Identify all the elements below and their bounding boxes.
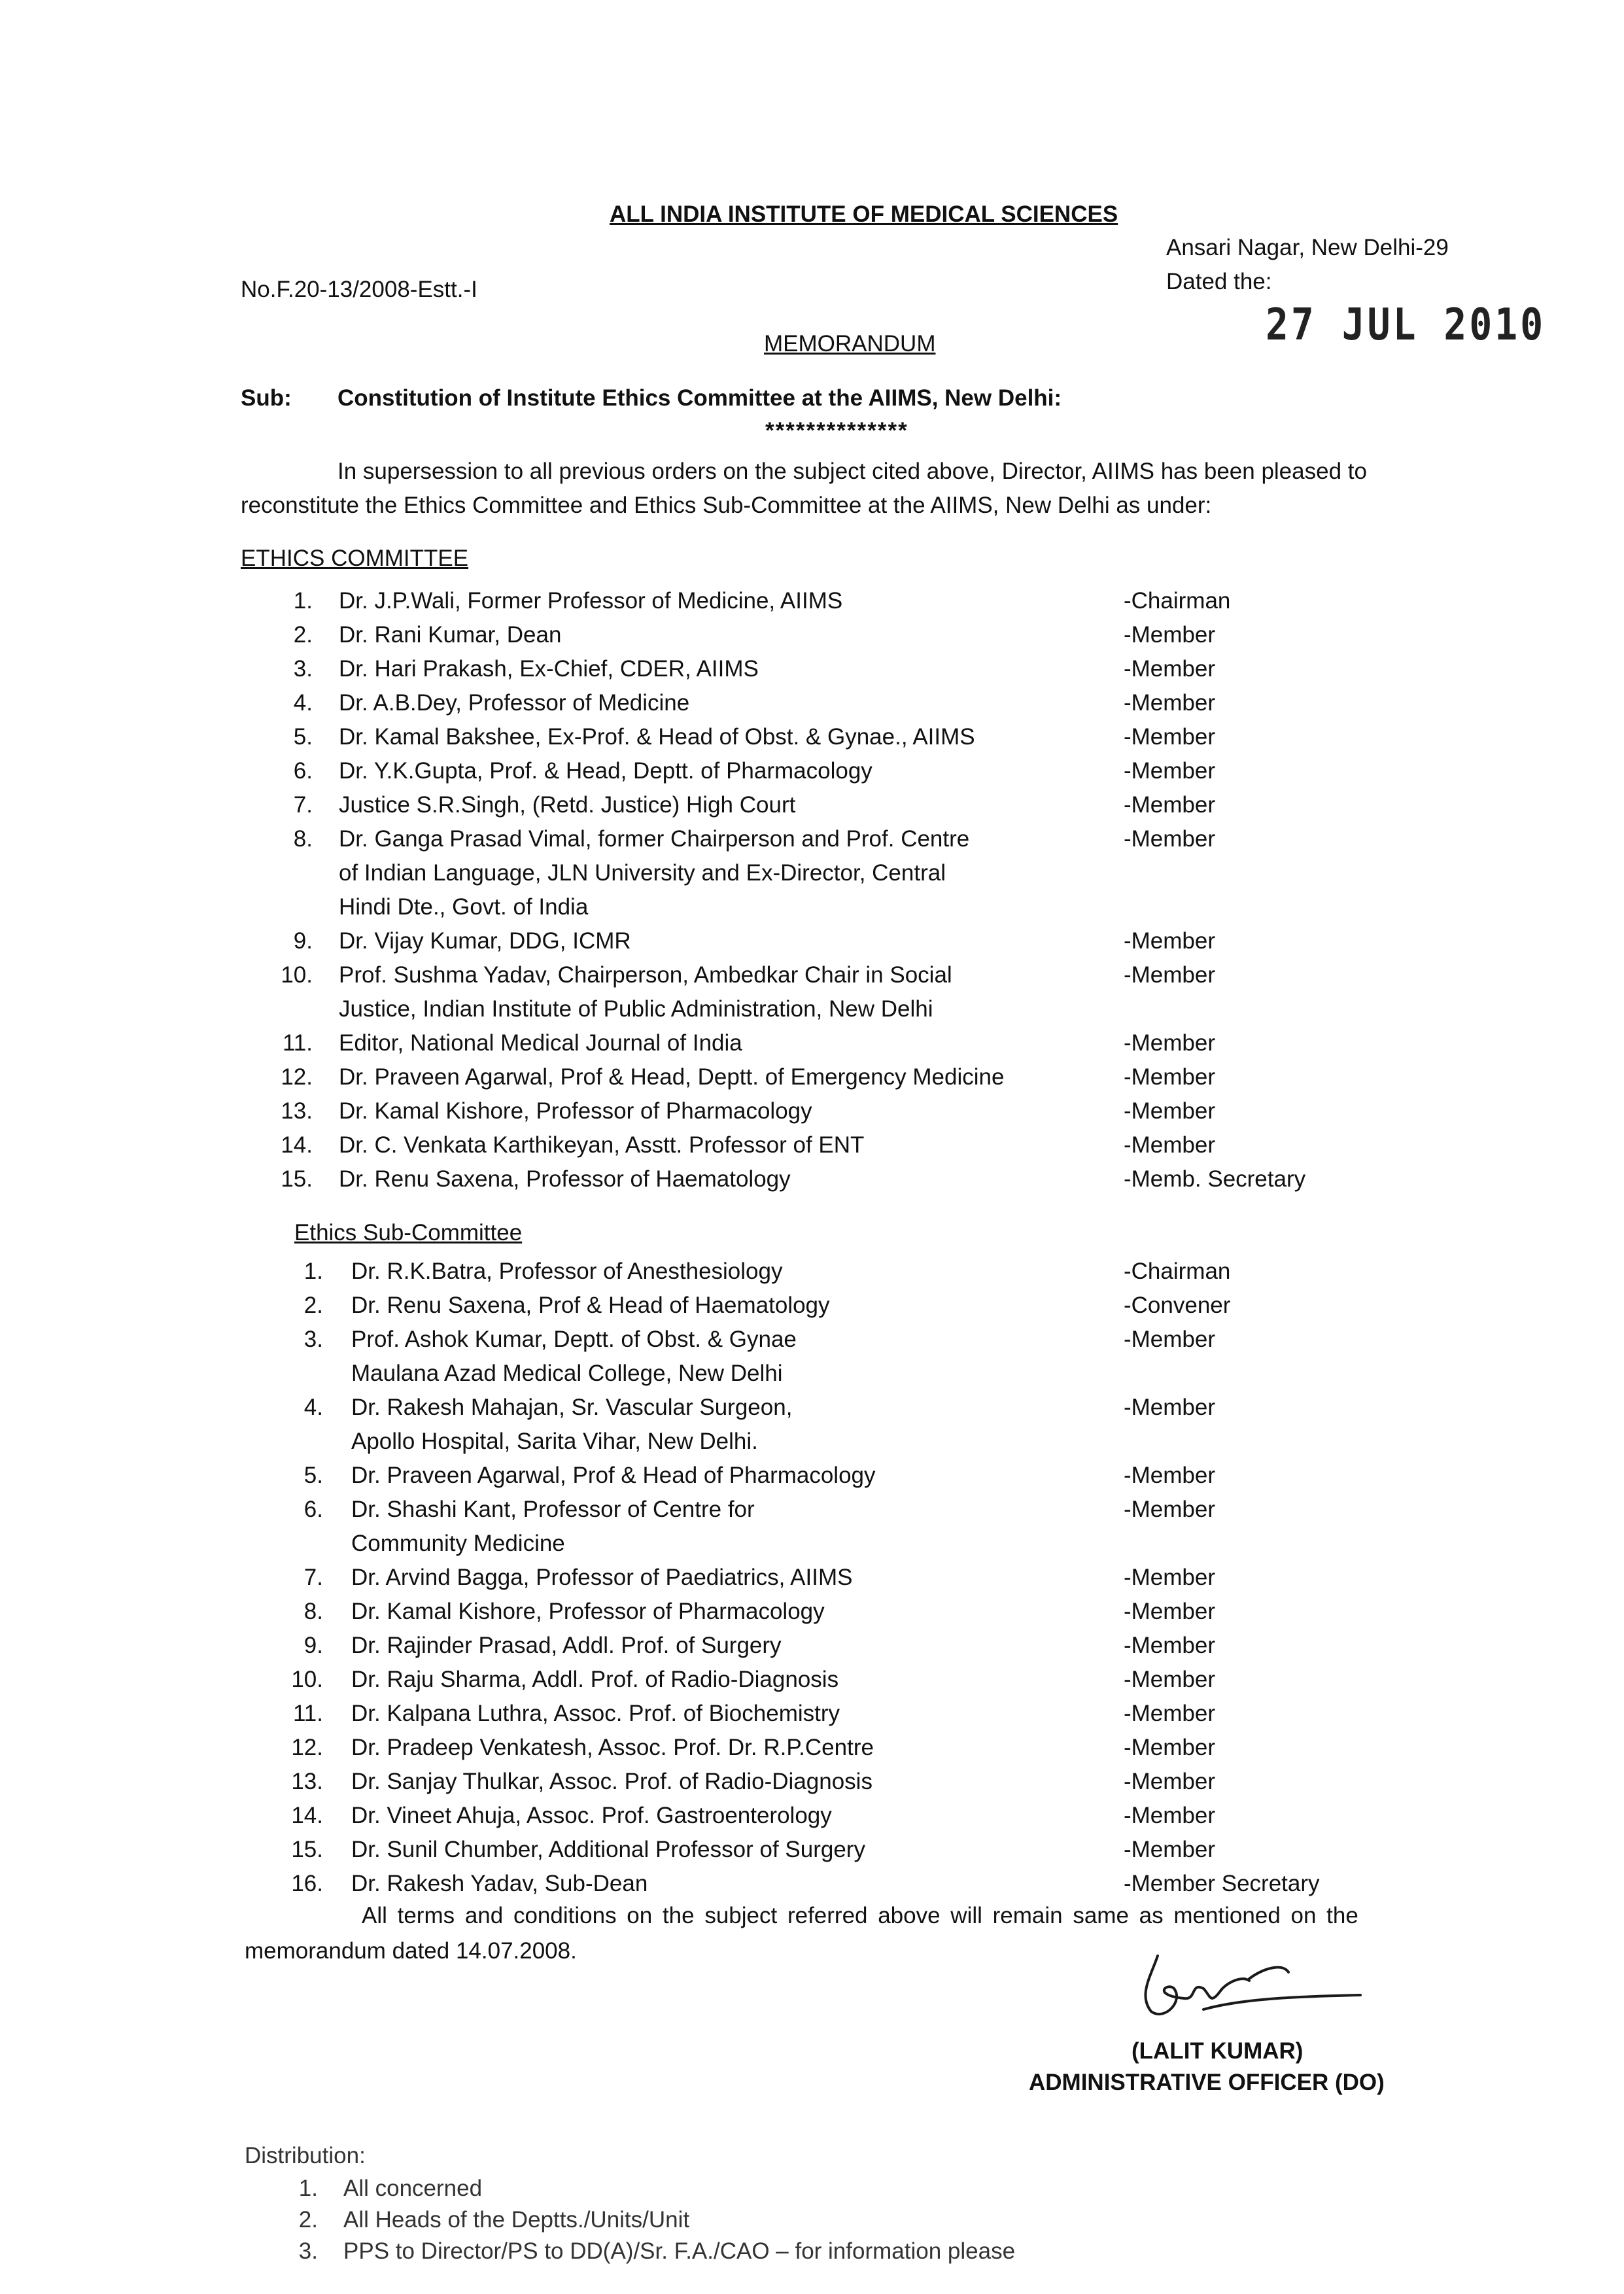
item-number: 13. xyxy=(291,1769,323,1794)
intro-line-1: In supersession to all previous orders on the subject cited above, Director, AIIMS has been pleased to xyxy=(337,459,1367,484)
member-name: Dr. Sanjay Thulkar, Assoc. Prof. of Radio-Diagnosis xyxy=(351,1769,872,1794)
subject-text: Constitution of Institute Ethics Committee at the AIIMS, New Delhi: xyxy=(337,385,1062,411)
item-number: 7. xyxy=(293,792,313,818)
member-role: -Member xyxy=(1124,792,1216,818)
item-number: 10. xyxy=(291,1667,323,1692)
member-name: Dr. Praveen Agarwal, Prof & Head, Deptt. of Emergency Medicine xyxy=(339,1064,1005,1090)
item-number: 3. xyxy=(303,1327,323,1352)
distribution-text: All concerned xyxy=(343,2176,483,2201)
member-name: Justice S.R.Singh, (Retd. Justice) High Court xyxy=(339,792,796,818)
member-name: Dr. Hari Prakash, Ex-Chief, CDER, AIIMS xyxy=(339,656,759,682)
member-role: -Member xyxy=(1124,1098,1216,1124)
item-number: 11. xyxy=(292,1701,323,1726)
member-name-line-2: Apollo Hospital, Sarita Vihar, New Delhi. xyxy=(351,1429,758,1454)
member-role: -Member xyxy=(1124,758,1216,784)
member-role: -Member xyxy=(1124,1633,1216,1658)
item-number: 2. xyxy=(303,1293,323,1318)
member-role: -Member xyxy=(1124,826,1216,852)
member-role: -Member xyxy=(1124,1030,1216,1056)
member-name: Dr. Rakesh Mahajan, Sr. Vascular Surgeon, xyxy=(351,1395,793,1420)
member-name: Dr. A.B.Dey, Professor of Medicine xyxy=(339,690,690,716)
member-role: -Chairman xyxy=(1124,588,1231,614)
member-name: Dr. Rajinder Prasad, Addl. Prof. of Surgery xyxy=(351,1633,782,1658)
item-number: 1. xyxy=(298,2176,318,2201)
member-role: -Member xyxy=(1124,724,1216,750)
member-name: Editor, National Medical Journal of India xyxy=(339,1030,742,1056)
member-role: -Member xyxy=(1124,1064,1216,1090)
member-name: Dr. Raju Sharma, Addl. Prof. of Radio-Diagnosis xyxy=(351,1667,839,1692)
member-name: Dr. Ganga Prasad Vimal, former Chairperson and Prof. Centre xyxy=(339,826,970,852)
member-name: Prof. Sushma Yadav, Chairperson, Ambedkar Chair in Social xyxy=(339,962,952,988)
member-name: Dr. Kamal Kishore, Professor of Pharmacology xyxy=(339,1098,812,1124)
member-role: -Member xyxy=(1124,622,1216,648)
member-name-line-2: of Indian Language, JLN University and Ex-Director, Central xyxy=(339,860,946,886)
signature xyxy=(1112,1949,1373,2034)
member-name: Dr. Kamal Bakshee, Ex-Prof. & Head of Obst. & Gynae., AIIMS xyxy=(339,724,975,750)
item-number: 3. xyxy=(298,2238,318,2264)
item-number: 6. xyxy=(293,758,313,784)
item-number: 7. xyxy=(303,1565,323,1590)
item-number: 5. xyxy=(303,1463,323,1488)
member-role: -Member xyxy=(1124,962,1216,988)
address: Ansari Nagar, New Delhi-29 xyxy=(1166,235,1449,260)
member-name: Prof. Ashok Kumar, Deptt. of Obst. & Gynae xyxy=(351,1327,797,1352)
member-name: Dr. Renu Saxena, Prof & Head of Haematology xyxy=(351,1293,830,1318)
item-number: 6. xyxy=(303,1497,323,1522)
member-name: Dr. Vineet Ahuja, Assoc. Prof. Gastroenterology xyxy=(351,1803,832,1828)
item-number: 12. xyxy=(281,1064,313,1090)
item-number: 12. xyxy=(291,1735,323,1760)
member-role: -Member xyxy=(1124,1769,1216,1794)
member-name: Dr. Pradeep Venkatesh, Assoc. Prof. Dr. R.P.Centre xyxy=(351,1735,874,1760)
member-name: Dr. Renu Saxena, Professor of Haematology xyxy=(339,1166,791,1192)
item-number: 10. xyxy=(281,962,313,988)
member-name: Dr. Arvind Bagga, Professor of Paediatrics, AIIMS xyxy=(351,1565,853,1590)
member-name-line-2: Community Medicine xyxy=(351,1531,565,1556)
member-role: -Member xyxy=(1124,1803,1216,1828)
subject-label: Sub: xyxy=(241,385,292,411)
member-name: Dr. J.P.Wali, Former Professor of Medicine, AIIMS xyxy=(339,588,843,614)
member-role: -Member xyxy=(1124,1701,1216,1726)
member-name: Dr. Kalpana Luthra, Assoc. Prof. of Biochemistry xyxy=(351,1701,840,1726)
item-number: 5. xyxy=(293,724,313,750)
closing-line-2: memorandum dated 14.07.2008. xyxy=(245,1938,577,1964)
doc-type-heading: MEMORANDUM xyxy=(764,331,936,356)
ethics-committee-heading: ETHICS COMMITTEE xyxy=(241,546,469,571)
member-role: -Member xyxy=(1124,1395,1216,1420)
item-number: 2. xyxy=(293,622,313,648)
member-role: -Member xyxy=(1124,1497,1216,1522)
signatory-title: ADMINISTRATIVE OFFICER (DO) xyxy=(1029,2070,1385,2095)
item-number: 1. xyxy=(303,1259,323,1284)
member-role: -Member xyxy=(1124,690,1216,716)
date-stamp: 27 JUL 2010 xyxy=(1266,298,1546,351)
closing-line-1: All terms and conditions on the subject referred above will remain same as mentioned on the xyxy=(362,1903,1358,1928)
item-number: 14. xyxy=(281,1132,313,1158)
member-name: Dr. R.K.Batra, Professor of Anesthesiology xyxy=(351,1259,783,1284)
member-role: -Member xyxy=(1124,1327,1216,1352)
member-role: -Member xyxy=(1124,928,1216,954)
member-name: Dr. Sunil Chumber, Additional Professor of Surgery xyxy=(351,1837,865,1862)
member-role: -Member xyxy=(1124,1735,1216,1760)
member-role: -Chairman xyxy=(1124,1259,1231,1284)
subject-divider: ************** xyxy=(765,418,908,443)
distribution-text: All Heads of the Deptts./Units/Unit xyxy=(343,2207,690,2233)
file-number: No.F.20-13/2008-Estt.-I xyxy=(241,277,477,302)
member-role: -Member xyxy=(1124,656,1216,682)
item-number: 11. xyxy=(282,1030,313,1056)
member-name-line-2: Justice, Indian Institute of Public Administration, New Delhi xyxy=(339,996,933,1022)
item-number: 1. xyxy=(293,588,313,614)
member-name: Dr. Kamal Kishore, Professor of Pharmacology xyxy=(351,1599,825,1624)
item-number: 16. xyxy=(291,1871,323,1896)
item-number: 2. xyxy=(298,2207,318,2233)
member-role: -Member Secretary xyxy=(1124,1871,1320,1896)
member-name: Dr. Shashi Kant, Professor of Centre for xyxy=(351,1497,755,1522)
distribution-text: PPS to Director/PS to DD(A)/Sr. F.A./CAO – for information please xyxy=(343,2238,1016,2264)
item-number: 3. xyxy=(293,656,313,682)
item-number: 13. xyxy=(281,1098,313,1124)
member-name: Dr. Y.K.Gupta, Prof. & Head, Deptt. of Pharmacology xyxy=(339,758,872,784)
member-name: Dr. Rani Kumar, Dean xyxy=(339,622,562,648)
institute-title: ALL INDIA INSTITUTE OF MEDICAL SCIENCES xyxy=(610,201,1118,227)
item-number: 4. xyxy=(293,690,313,716)
item-number: 9. xyxy=(293,928,313,954)
item-number: 8. xyxy=(303,1599,323,1624)
item-number: 15. xyxy=(281,1166,313,1192)
member-role: -Convener xyxy=(1124,1293,1231,1318)
sub-committee-heading: Ethics Sub-Committee xyxy=(294,1220,523,1245)
member-role: -Member xyxy=(1124,1667,1216,1692)
member-name: Dr. Rakesh Yadav, Sub-Dean xyxy=(351,1871,648,1896)
member-name-line-3: Hindi Dte., Govt. of India xyxy=(339,894,589,920)
member-name: Dr. Vijay Kumar, DDG, ICMR xyxy=(339,928,631,954)
member-name-line-2: Maulana Azad Medical College, New Delhi xyxy=(351,1361,783,1386)
member-role: -Member xyxy=(1124,1463,1216,1488)
member-role: -Member xyxy=(1124,1565,1216,1590)
member-name: Dr. C. Venkata Karthikeyan, Asstt. Professor of ENT xyxy=(339,1132,865,1158)
signatory-name: (LALIT KUMAR) xyxy=(1132,2038,1304,2064)
item-number: 9. xyxy=(303,1633,323,1658)
member-role: -Member xyxy=(1124,1132,1216,1158)
item-number: 14. xyxy=(291,1803,323,1828)
member-name: Dr. Praveen Agarwal, Prof & Head of Pharmacology xyxy=(351,1463,876,1488)
item-number: 4. xyxy=(303,1395,323,1420)
item-number: 15. xyxy=(291,1837,323,1862)
member-role: -Member xyxy=(1124,1837,1216,1862)
dated-label: Dated the: xyxy=(1166,269,1272,294)
member-role: -Memb. Secretary xyxy=(1124,1166,1306,1192)
item-number: 8. xyxy=(293,826,313,852)
intro-line-2: reconstitute the Ethics Committee and Ethics Sub-Committee at the AIIMS, New Delhi as under: xyxy=(241,493,1212,518)
member-role: -Member xyxy=(1124,1599,1216,1624)
distribution-heading: Distribution: xyxy=(245,2143,366,2168)
